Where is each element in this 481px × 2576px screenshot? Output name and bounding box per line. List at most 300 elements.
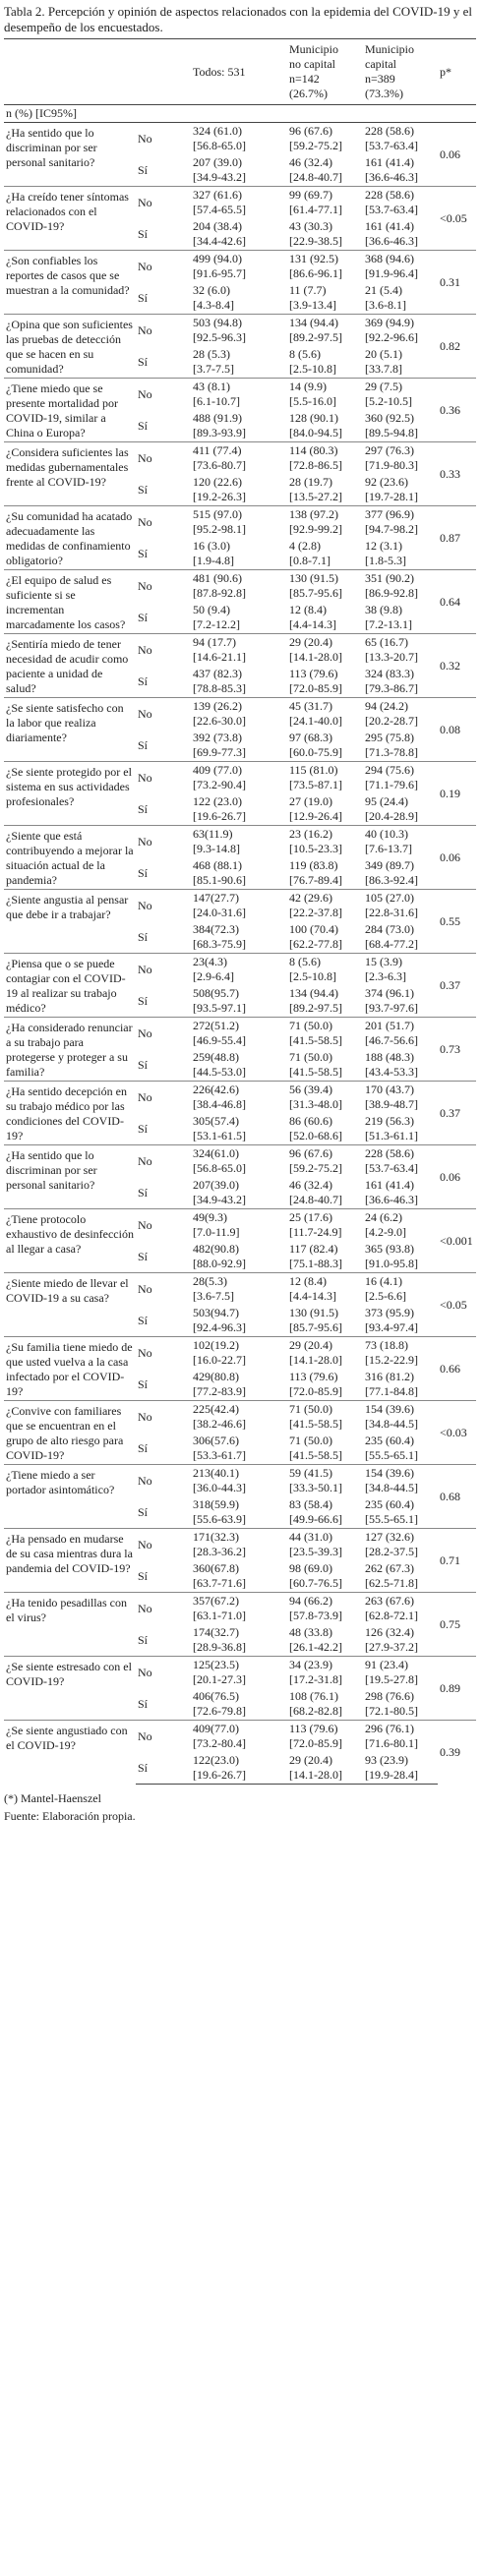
total-cell: 357(67.2) [63.1-71.0] bbox=[191, 1593, 287, 1625]
table-row bbox=[4, 698, 476, 731]
capital-cell: 188 (48.3) [43.4-53.3] bbox=[365, 1050, 418, 1079]
p-value: 0.71 bbox=[438, 1529, 476, 1593]
response-label: Sí bbox=[138, 1504, 149, 1519]
no-capital-cell: 71 (50.0) [41.5-58.5] bbox=[289, 1050, 342, 1079]
table-row bbox=[4, 1529, 476, 1561]
total-cell: 259(48.8) [44.5-53.0] bbox=[193, 1050, 246, 1079]
table-row bbox=[4, 1209, 476, 1242]
no-capital-cell: 97 (68.3) [60.0-75.9] bbox=[289, 731, 342, 759]
capital-cell: 12 (3.1) [1.8-5.3] bbox=[365, 539, 406, 567]
unit-row bbox=[4, 105, 476, 123]
total-cell: 28 (5.3) [3.7-7.5] bbox=[193, 347, 234, 376]
capital-cell: 235 (60.4) [55.5-65.1] bbox=[365, 1497, 418, 1526]
total-cell: 147(27.7) [24.0-31.6] bbox=[191, 890, 287, 922]
p-value: <0.05 bbox=[438, 187, 476, 251]
table-row bbox=[4, 1082, 476, 1114]
header-row bbox=[4, 39, 476, 105]
total-cell: 515 (97.0) [95.2-98.1] bbox=[191, 506, 287, 539]
question-text: ¿Sentiría miedo de tener necesidad de acudir como paciente a unidad de salud? bbox=[4, 634, 136, 698]
no-capital-cell: 8 (5.6) [2.5-10.8] bbox=[287, 954, 363, 986]
capital-cell: 228 (58.6) [53.7-63.4] bbox=[363, 123, 438, 155]
total-cell: 213(40.1) [36.0-44.3] bbox=[191, 1465, 287, 1497]
total-cell: 50 (9.4) [7.2-12.2] bbox=[193, 603, 240, 631]
response-label: Sí bbox=[138, 1376, 149, 1391]
response-label: No bbox=[136, 315, 191, 347]
table-row bbox=[4, 890, 476, 922]
no-capital-cell: 71 (50.0) [41.5-58.5] bbox=[287, 1401, 363, 1434]
capital-cell: 38 (9.8) [7.2-13.1] bbox=[365, 603, 412, 631]
capital-cell: 95 (24.4) [20.4-28.9] bbox=[365, 794, 418, 823]
total-cell: 468 (88.1) [85.1-90.6] bbox=[193, 858, 246, 887]
question-text: ¿Tiene miedo que se presente mortalidad por COVID-19, similar a China o Europa? bbox=[4, 379, 136, 442]
header-response bbox=[136, 39, 191, 105]
capital-cell: 40 (10.3) [7.6-13.7] bbox=[363, 826, 438, 858]
response-label: No bbox=[136, 1657, 191, 1689]
no-capital-cell: 4 (2.8) [0.8-7.1] bbox=[289, 539, 331, 567]
no-capital-cell: 48 (33.8) [26.1-42.2] bbox=[289, 1625, 342, 1654]
total-cell: 409 (77.0) [73.2-90.4] bbox=[191, 762, 287, 794]
response-label: Sí bbox=[138, 929, 149, 944]
capital-cell: 368 (94.6) [91.9-96.4] bbox=[363, 251, 438, 283]
no-capital-cell: 130 (91.5) [85.7-95.6] bbox=[287, 570, 363, 603]
capital-cell: 161 (41.4) [36.6-46.3] bbox=[365, 1178, 418, 1206]
total-cell: 23(4.3) [2.9-6.4] bbox=[191, 954, 287, 986]
no-capital-cell: 115 (81.0) [73.5-87.1] bbox=[287, 762, 363, 794]
response-label: No bbox=[136, 506, 191, 539]
response-label: Sí bbox=[138, 673, 149, 688]
response-label: No bbox=[136, 1209, 191, 1242]
response-label: No bbox=[136, 1593, 191, 1625]
capital-cell: 262 (67.3) [62.5-71.8] bbox=[365, 1561, 418, 1590]
capital-cell: 228 (58.6) [53.7-63.4] bbox=[363, 187, 438, 219]
question-text: ¿Son confiables los reportes de casos que se muestran a la comunidad? bbox=[4, 251, 136, 315]
total-cell: 503(94.7) [92.4-96.3] bbox=[193, 1306, 246, 1334]
capital-cell: 92 (23.6) [19.7-28.1] bbox=[365, 475, 418, 503]
capital-cell: 228 (58.6) [53.7-63.4] bbox=[363, 1145, 438, 1178]
no-capital-cell: 71 (50.0) [41.5-58.5] bbox=[289, 1434, 342, 1462]
total-cell: 122(23.0) [19.6-26.7] bbox=[191, 1752, 287, 1785]
no-capital-cell: 96 (67.6) [59.2-75.2] bbox=[287, 123, 363, 155]
capital-cell: 369 (94.9) [92.2-96.6] bbox=[363, 315, 438, 347]
no-capital-cell: 46 (32.4) [24.8-40.7] bbox=[289, 1178, 342, 1206]
response-label: No bbox=[136, 570, 191, 603]
no-capital-cell: 8 (5.6) [2.5-10.8] bbox=[289, 347, 336, 376]
question-text: ¿Se siente protegido por el sistema en sus actividades profesionales? bbox=[4, 762, 136, 826]
capital-cell: 16 (4.1) [2.5-6.6] bbox=[363, 1273, 438, 1306]
no-capital-cell: 14 (9.9) [5.5-16.0] bbox=[287, 379, 363, 411]
no-capital-cell: 113 (79.6) [72.0-85.9] bbox=[289, 667, 342, 695]
no-capital-cell: 23 (16.2) [10.5-23.3] bbox=[287, 826, 363, 858]
response-label: No bbox=[136, 634, 191, 667]
response-label: Sí bbox=[138, 610, 149, 624]
question-text: ¿Se siente estresado con el COVID-19? bbox=[4, 1657, 136, 1721]
p-value: 0.87 bbox=[438, 506, 476, 570]
table-row bbox=[4, 570, 476, 603]
capital-cell: 20 (5.1) [33.7.8] bbox=[365, 347, 402, 376]
p-value: 0.75 bbox=[438, 1593, 476, 1657]
p-value: 0.19 bbox=[438, 762, 476, 826]
table-row bbox=[4, 954, 476, 986]
capital-cell: 94 (24.2) [20.2-28.7] bbox=[363, 698, 438, 731]
question-text: ¿El equipo de salud es suficiente si se incrementan marcadamente los casos? bbox=[4, 570, 136, 634]
table-row bbox=[4, 1465, 476, 1497]
question-text: ¿Ha sentido que lo discriminan por ser personal sanitario? bbox=[4, 1145, 136, 1209]
response-label: No bbox=[136, 1337, 191, 1370]
footnote: (*) Mantel-Haenszel bbox=[4, 1791, 101, 1805]
p-value: 0.31 bbox=[438, 251, 476, 315]
no-capital-cell: 134 (94.4) [89.2-97.5] bbox=[289, 986, 342, 1015]
question-text: ¿Ha tenido pesadillas con el virus? bbox=[4, 1593, 136, 1657]
no-capital-cell: 34 (23.9) [17.2-31.8] bbox=[287, 1657, 363, 1689]
capital-cell: 235 (60.4) [55.5-65.1] bbox=[365, 1434, 418, 1462]
p-value: <0.001 bbox=[438, 1209, 476, 1273]
capital-cell: 91 (23.4) [19.5-27.8] bbox=[363, 1657, 438, 1689]
no-capital-cell: 56 (39.4) [31.3-48.0] bbox=[287, 1082, 363, 1114]
capital-cell: 296 (76.1) [71.6-80.1] bbox=[363, 1721, 438, 1753]
table-row bbox=[4, 1018, 476, 1050]
capital-cell: 263 (67.6) [62.8-72.1] bbox=[363, 1593, 438, 1625]
p-value: <0.05 bbox=[438, 1273, 476, 1337]
response-label: Sí bbox=[138, 737, 149, 752]
response-label: Sí bbox=[138, 290, 149, 305]
total-cell: 171(32.3) [28.3-36.2] bbox=[191, 1529, 287, 1561]
question-text: ¿Se siente satisfecho con la labor que realiza diariamente? bbox=[4, 698, 136, 762]
response-label: Sí bbox=[138, 1313, 149, 1327]
p-value: 0.06 bbox=[438, 826, 476, 890]
total-cell: 226(42.6) [38.4-46.8] bbox=[191, 1082, 287, 1114]
no-capital-cell: 27 (19.0) [12.9-26.4] bbox=[289, 794, 342, 823]
no-capital-cell: 45 (31.7) [24.1-40.0] bbox=[287, 698, 363, 731]
total-cell: 503 (94.8) [92.5-96.3] bbox=[191, 315, 287, 347]
total-cell: 508(95.7) [93.5-97.1] bbox=[193, 986, 246, 1015]
p-value: 0.36 bbox=[438, 379, 476, 442]
total-cell: 139 (26.2) [22.6-30.0] bbox=[191, 698, 287, 731]
question-text: ¿Siente que está contribuyendo a mejorar la situación actual de la pandemia? bbox=[4, 826, 136, 890]
capital-cell: 29 (7.5) [5.2-10.5] bbox=[363, 379, 438, 411]
response-label: No bbox=[136, 379, 191, 411]
table-row bbox=[4, 442, 476, 475]
header-no-capital: Municipio no capital n=142 (26.7%) bbox=[287, 39, 363, 105]
p-value: 0.73 bbox=[438, 1018, 476, 1082]
capital-cell: 154 (39.6) [34.8-44.5] bbox=[363, 1401, 438, 1434]
table-row bbox=[4, 634, 476, 667]
p-value: 0.55 bbox=[438, 890, 476, 954]
total-cell: 207 (39.0) [34.9-43.2] bbox=[193, 155, 246, 184]
no-capital-cell: 46 (32.4) [24.8-40.7] bbox=[289, 155, 342, 184]
capital-cell: 73 (18.8) [15.2-22.9] bbox=[363, 1337, 438, 1370]
no-capital-cell: 83 (58.4) [49.9-66.6] bbox=[289, 1497, 342, 1526]
total-cell: 406(76.5) [72.6-79.8] bbox=[193, 1689, 246, 1718]
total-cell: 324 (61.0) [56.8-65.0] bbox=[191, 123, 287, 155]
total-cell: 272(51.2) [46.9-55.4] bbox=[191, 1018, 287, 1050]
p-value: 0.64 bbox=[438, 570, 476, 634]
table-row bbox=[4, 1337, 476, 1370]
response-label: Sí bbox=[138, 801, 149, 816]
p-value: <0.03 bbox=[438, 1401, 476, 1465]
no-capital-cell: 12 (8.4) [4.4-14.3] bbox=[287, 1273, 363, 1306]
capital-cell: 298 (76.6) [72.1-80.5] bbox=[365, 1689, 418, 1718]
question-text: ¿Ha creído tener síntomas relacionados con el COVID-19? bbox=[4, 187, 136, 251]
p-value: 0.66 bbox=[438, 1337, 476, 1401]
capital-cell: 105 (27.0) [22.8-31.6] bbox=[363, 890, 438, 922]
header-p-value: p* bbox=[438, 39, 476, 105]
response-label: No bbox=[136, 187, 191, 219]
capital-cell: 377 (96.9) [94.7-98.2] bbox=[363, 506, 438, 539]
capital-cell: 24 (6.2) [4.2-9.0] bbox=[363, 1209, 438, 1242]
total-cell: 482(90.8) [88.0-92.9] bbox=[193, 1242, 246, 1270]
total-cell: 384(72.3) [68.3-75.9] bbox=[193, 922, 246, 951]
no-capital-cell: 29 (20.4) [14.1-28.0] bbox=[287, 634, 363, 667]
table-row bbox=[4, 315, 476, 347]
response-label: Sí bbox=[138, 546, 149, 560]
response-label: Sí bbox=[138, 1121, 149, 1136]
capital-cell: 161 (41.4) [36.6-46.3] bbox=[365, 219, 418, 248]
total-cell: 174(32.7) [28.9-36.8] bbox=[193, 1625, 246, 1654]
response-label: Sí bbox=[138, 354, 149, 369]
total-cell: 437 (82.3) [78.8-85.3] bbox=[193, 667, 246, 695]
table-row bbox=[4, 1721, 476, 1753]
capital-cell: 351 (90.2) [86.9-92.8] bbox=[363, 570, 438, 603]
response-label: Sí bbox=[138, 1057, 149, 1072]
response-label: Sí bbox=[138, 1568, 149, 1583]
no-capital-cell: 98 (69.0) [60.7-76.5] bbox=[289, 1561, 342, 1590]
response-label: No bbox=[136, 251, 191, 283]
p-value: 0.08 bbox=[438, 698, 476, 762]
capital-cell: 93 (23.9) [19.9-28.4] bbox=[363, 1752, 438, 1785]
no-capital-cell: 128 (90.1) [84.0-94.5] bbox=[289, 411, 342, 439]
response-label: No bbox=[136, 1465, 191, 1497]
capital-cell: 360 (92.5) [89.5-94.8] bbox=[365, 411, 418, 439]
total-cell: 392 (73.8) [69.9-77.3] bbox=[193, 731, 246, 759]
no-capital-cell: 108 (76.1) [68.2-82.8] bbox=[289, 1689, 342, 1718]
capital-cell: 65 (16.7) [13.3-20.7] bbox=[363, 634, 438, 667]
total-cell: 28(5.3) [3.6-7.5] bbox=[191, 1273, 287, 1306]
no-capital-cell: 99 (69.7) [61.4-77.1] bbox=[287, 187, 363, 219]
total-cell: 122 (23.0) [19.6-26.7] bbox=[193, 794, 246, 823]
response-label: Sí bbox=[138, 1632, 149, 1647]
header-question bbox=[4, 39, 136, 105]
table-body bbox=[4, 123, 476, 1785]
capital-cell: 201 (51.7) [46.7-56.6] bbox=[363, 1018, 438, 1050]
total-cell: 306(57.6) [53.3-61.7] bbox=[193, 1434, 246, 1462]
question-text: ¿Ha considerado renunciar a su trabajo para protegerse y proteger a su familia? bbox=[4, 1018, 136, 1082]
total-cell: 305(57.4) [53.1-61.5] bbox=[193, 1114, 246, 1142]
table-row bbox=[4, 1593, 476, 1625]
response-label: Sí bbox=[138, 1440, 149, 1455]
p-value: 0.33 bbox=[438, 442, 476, 506]
question-text: ¿Su comunidad ha acatado adecuadamente las medidas de confinamiento obligatorio? bbox=[4, 506, 136, 570]
capital-cell: 219 (56.3) [51.3-61.1] bbox=[365, 1114, 418, 1142]
header-capital: Municipio capital n=389 (73.3%) bbox=[363, 39, 438, 105]
p-value: 0.37 bbox=[438, 1082, 476, 1145]
total-cell: 102(19.2) [16.0-22.7] bbox=[191, 1337, 287, 1370]
question-text: ¿Ha pensado en mudarse de su casa mientras dura la pandemia del COVID-19? bbox=[4, 1529, 136, 1593]
response-label: No bbox=[136, 1273, 191, 1306]
table-row bbox=[4, 826, 476, 858]
no-capital-cell: 117 (82.4) [75.1-88.3] bbox=[289, 1242, 342, 1270]
no-capital-cell: 12 (8.4) [4.4-14.3] bbox=[289, 603, 336, 631]
no-capital-cell: 29 (20.4) [14.1-28.0] bbox=[287, 1337, 363, 1370]
capital-cell: 316 (81.2) [77.1-84.8] bbox=[365, 1370, 418, 1398]
response-label: Sí bbox=[138, 1696, 149, 1711]
capital-cell: 324 (83.3) [79.3-86.7] bbox=[365, 667, 418, 695]
total-cell: 499 (94.0) [91.6-95.7] bbox=[191, 251, 287, 283]
table-row bbox=[4, 379, 476, 411]
response-label: Sí bbox=[138, 482, 149, 497]
total-cell: 429(80.8) [77.2-83.9] bbox=[193, 1370, 246, 1398]
total-cell: 318(59.9) [55.6-63.9] bbox=[193, 1497, 246, 1526]
total-cell: 488 (91.9) [89.3-93.9] bbox=[193, 411, 246, 439]
question-text: ¿Ha sentido que lo discriminan por ser personal sanitario? bbox=[4, 123, 136, 187]
question-text: ¿Opina que son suficientes las pruebas de detección que se hacen en su comunidad? bbox=[4, 315, 136, 379]
capital-cell: 161 (41.4) [36.6-46.3] bbox=[365, 155, 418, 184]
capital-cell: 297 (76.3) [71.9-80.3] bbox=[363, 442, 438, 475]
capital-cell: 21 (5.4) [3.6-8.1] bbox=[365, 283, 406, 312]
capital-cell: 349 (89.7) [86.3-92.4] bbox=[365, 858, 418, 887]
no-capital-cell: 86 (60.6) [52.0-68.6] bbox=[289, 1114, 342, 1142]
total-cell: 120 (22.6) [19.2-26.3] bbox=[193, 475, 246, 503]
unit-label: n (%) [IC95%] bbox=[4, 105, 476, 123]
response-label: No bbox=[136, 1145, 191, 1178]
response-label: Sí bbox=[138, 226, 149, 241]
question-text: ¿Piensa que o se puede contagiar con el COVID-19 al realizar su trabajo médico? bbox=[4, 954, 136, 1018]
capital-cell: 295 (75.8) [71.3-78.8] bbox=[365, 731, 418, 759]
header-total: Todos: 531 bbox=[191, 39, 287, 105]
no-capital-cell: 134 (94.4) [89.2-97.5] bbox=[287, 315, 363, 347]
capital-cell: 127 (32.6) [28.2-37.5] bbox=[363, 1529, 438, 1561]
p-value: 0.37 bbox=[438, 954, 476, 1018]
no-capital-cell: 94 (66.2) [57.8-73.9] bbox=[287, 1593, 363, 1625]
capital-cell: 374 (96.1) [93.7-97.6] bbox=[365, 986, 418, 1015]
table-row bbox=[4, 187, 476, 219]
response-label: Sí bbox=[138, 1185, 149, 1200]
data-table bbox=[4, 38, 476, 1785]
response-label: No bbox=[136, 1529, 191, 1561]
no-capital-cell: 131 (92.5) [86.6-96.1] bbox=[287, 251, 363, 283]
table-row bbox=[4, 1273, 476, 1306]
capital-cell: 294 (75.6) [71.1-79.6] bbox=[363, 762, 438, 794]
p-value: 0.82 bbox=[438, 315, 476, 379]
p-value: 0.32 bbox=[438, 634, 476, 698]
no-capital-cell: 96 (67.6) [59.2-75.2] bbox=[287, 1145, 363, 1178]
total-cell: 481 (90.6) [87.8-92.8] bbox=[191, 570, 287, 603]
table-row bbox=[4, 1401, 476, 1434]
source-note: Fuente: Elaboración propia. bbox=[4, 1809, 136, 1823]
capital-cell: 373 (95.9) [93.4-97.4] bbox=[365, 1306, 418, 1334]
response-label: Sí bbox=[138, 162, 149, 177]
capital-cell: 154 (39.6) [34.8-44.5] bbox=[363, 1465, 438, 1497]
response-label: No bbox=[136, 442, 191, 475]
p-value: 0.06 bbox=[438, 123, 476, 187]
question-text: ¿Tiene protocolo exhaustivo de desinfección al llegar a casa? bbox=[4, 1209, 136, 1273]
no-capital-cell: 25 (17.6) [11.7-24.9] bbox=[287, 1209, 363, 1242]
total-cell: 94 (17.7) [14.6-21.1] bbox=[191, 634, 287, 667]
total-cell: 32 (6.0) [4.3-8.4] bbox=[193, 283, 234, 312]
total-cell: 204 (38.4) [34.4-42.6] bbox=[193, 219, 246, 248]
capital-cell: 170 (43.7) [38.9-48.7] bbox=[363, 1082, 438, 1114]
response-label: No bbox=[136, 1082, 191, 1114]
no-capital-cell: 43 (30.3) [22.9-38.5] bbox=[289, 219, 342, 248]
total-cell: 49(9.3) [7.0-11.9] bbox=[191, 1209, 287, 1242]
total-cell: 207(39.0) [34.9-43.2] bbox=[193, 1178, 246, 1206]
no-capital-cell: 113 (79.6) [72.0-85.9] bbox=[289, 1370, 342, 1398]
p-value: 0.39 bbox=[438, 1721, 476, 1785]
p-value: 0.89 bbox=[438, 1657, 476, 1721]
question-text: ¿Su familia tiene miedo de que usted vuelva a la casa infectado por el COVID-19? bbox=[4, 1337, 136, 1401]
total-cell: 327 (61.6) [57.4-65.5] bbox=[191, 187, 287, 219]
response-label: Sí bbox=[138, 418, 149, 433]
no-capital-cell: 11 (7.7) [3.9-13.4] bbox=[289, 283, 336, 312]
no-capital-cell: 100 (70.4) [62.2-77.8] bbox=[289, 922, 342, 951]
capital-cell: 126 (32.4) [27.9-37.2] bbox=[365, 1625, 418, 1654]
capital-cell: 365 (93.8) [91.0-95.8] bbox=[365, 1242, 418, 1270]
response-label: No bbox=[136, 762, 191, 794]
capital-cell: 15 (3.9) [2.3-6.3] bbox=[363, 954, 438, 986]
no-capital-cell: 119 (83.8) [76.7-89.4] bbox=[289, 858, 342, 887]
no-capital-cell: 29 (20.4) [14.1-28.0] bbox=[287, 1752, 363, 1785]
p-value: 0.06 bbox=[438, 1145, 476, 1209]
table-row bbox=[4, 123, 476, 155]
total-cell: 409(77.0) [73.2-80.4] bbox=[191, 1721, 287, 1753]
total-cell: 324(61.0) [56.8-65.0] bbox=[191, 1145, 287, 1178]
response-label: Sí bbox=[138, 1249, 149, 1263]
question-text: ¿Considera suficientes las medidas gubernamentales frente al COVID-19? bbox=[4, 442, 136, 506]
question-text: ¿Convive con familiares que se encuentran en el grupo de alto riesgo para COVID-19? bbox=[4, 1401, 136, 1465]
table-row bbox=[4, 1657, 476, 1689]
total-cell: 360(67.8) [63.7-71.6] bbox=[193, 1561, 246, 1590]
question-text: ¿Siente miedo de llevar el COVID-19 a su casa? bbox=[4, 1273, 136, 1337]
no-capital-cell: 114 (80.3) [72.8-86.5] bbox=[287, 442, 363, 475]
table-row bbox=[4, 506, 476, 539]
question-text: ¿Tiene miedo a ser portador asintomático? bbox=[4, 1465, 136, 1529]
no-capital-cell: 130 (91.5) [85.7-95.6] bbox=[289, 1306, 342, 1334]
question-text: ¿Ha sentido decepción en su trabajo médico por las condiciones del COVID-19? bbox=[4, 1082, 136, 1145]
total-cell: 225(42.4) [38.2-46.6] bbox=[191, 1401, 287, 1434]
total-cell: 125(23.5) [20.1-27.3] bbox=[191, 1657, 287, 1689]
question-text: ¿Se siente angustiado con el COVID-19? bbox=[4, 1721, 136, 1785]
table-caption: Tabla 2. Percepción y opinión de aspectos relacionados con la epidemia del COVID-19 y el desempeño de los encuestados. bbox=[4, 4, 472, 34]
total-cell: 63(11.9) [9.3-14.8] bbox=[191, 826, 287, 858]
no-capital-cell: 138 (97.2) [92.9-99.2] bbox=[287, 506, 363, 539]
question-text: ¿Siente angustia al pensar que debe ir a trabajar? bbox=[4, 890, 136, 954]
table-row bbox=[4, 1145, 476, 1178]
no-capital-cell: 113 (79.6) [72.0-85.9] bbox=[287, 1721, 363, 1753]
response-label: No bbox=[136, 1721, 191, 1753]
no-capital-cell: 59 (41.5) [33.3-50.1] bbox=[287, 1465, 363, 1497]
response-label: No bbox=[136, 123, 191, 155]
capital-cell: 284 (73.0) [68.4-77.2] bbox=[365, 922, 418, 951]
no-capital-cell: 44 (31.0) [23.5-39.3] bbox=[287, 1529, 363, 1561]
response-label: Sí bbox=[138, 865, 149, 880]
response-label: No bbox=[136, 826, 191, 858]
response-label: Sí bbox=[136, 1752, 191, 1785]
no-capital-cell: 28 (19.7) [13.5-27.2] bbox=[289, 475, 342, 503]
total-cell: 16 (3.0) [1.9-4.8] bbox=[193, 539, 234, 567]
no-capital-cell: 42 (29.6) [22.2-37.8] bbox=[287, 890, 363, 922]
response-label: Sí bbox=[138, 993, 149, 1008]
response-label: No bbox=[136, 1401, 191, 1434]
table-row bbox=[4, 251, 476, 283]
response-label: No bbox=[136, 890, 191, 922]
table-row bbox=[4, 762, 476, 794]
total-cell: 43 (8.1) [6.1-10.7] bbox=[191, 379, 287, 411]
no-capital-cell: 71 (50.0) [41.5-58.5] bbox=[287, 1018, 363, 1050]
response-label: No bbox=[136, 954, 191, 986]
response-label: No bbox=[136, 698, 191, 731]
total-cell: 411 (77.4) [73.6-80.7] bbox=[191, 442, 287, 475]
response-label: No bbox=[136, 1018, 191, 1050]
p-value: 0.68 bbox=[438, 1465, 476, 1529]
